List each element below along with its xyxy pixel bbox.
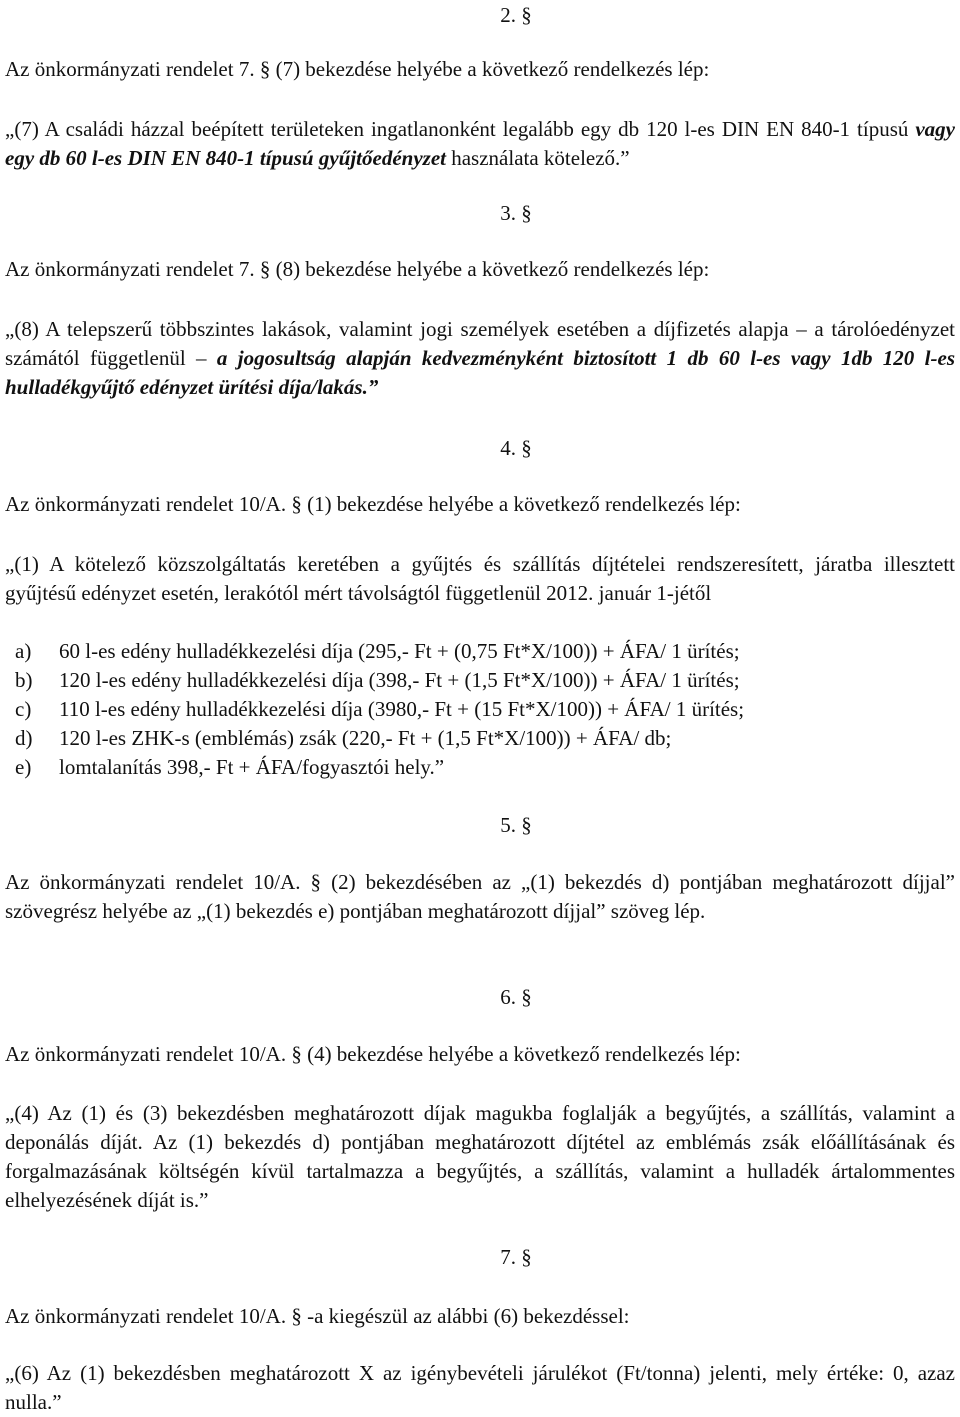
emphasized-text: vagy egy db 60 l-es DIN EN 840-1 típusú gyűjtőedényzet: [5, 117, 955, 170]
amended-paragraph: „(4) Az (1) és (3) bekezdésben meghatározott díjak magukba foglalják a begyűjtés, a szállítás, valamint a deponálás díját. Az (1) bekezdés d) pontjában meghatározott díjtétel az emblémás zsák előállításának és forgalmazásának költségén kívül tartalmazza a begyűjtés, a szállítás, valamint a hulladék ártalommentes elhelyezésének díját is.”: [5, 1101, 955, 1212]
list-item-text: 120 l-es ZHK-s (emblémás) zsák (220,- Ft + (1,5 Ft*X/100)) + ÁFA/ db;: [59, 726, 672, 750]
list-item: [5, 637, 955, 666]
section-heading: 2. §: [500, 3, 532, 27]
list-item-text: 120 l-es edény hulladékkezelési díja (398,- Ft + (1,5 Ft*X/100)) + ÁFA/ 1 ürítés;: [59, 668, 740, 692]
section-text: Az önkormányzati rendelet 10/A. § (2) bekezdésében az „(1) bekezdés d) pontjában meghatározott díjjal” szövegrész helyébe az „(1) bekezdés e) pontjában meghatározott díjjal” szöveg lép.: [5, 870, 955, 923]
list-item: [5, 753, 955, 782]
section-intro: Az önkormányzati rendelet 7. § (7) bekezdése helyébe a következő rendelkezés lép:: [5, 57, 710, 81]
section-heading: 5. §: [500, 813, 532, 837]
quote-text: használata kötelező.”: [445, 146, 630, 170]
list-marker: e): [15, 755, 32, 779]
amended-paragraph: [5, 115, 955, 173]
section-intro: Az önkormányzati rendelet 10/A. § -a kiegészül az alábbi (6) bekezdéssel:: [5, 1304, 630, 1328]
quote-text: „(8) A telepszerű többszintes lakások, valamint jogi személyek esetében a díjfizetés alapja – a tárolóedényzet számától függetlenül –: [5, 317, 955, 370]
amended-paragraph: „(1) A kötelező közszolgáltatás keretében a gyűjtés és szállítás díjtételei rendszeresített, járatba illesztett gyűjtésű edényzet esetén, lerakótól mért távolságtól függetlenül 2012. január 1-jétől: [5, 552, 955, 605]
amended-paragraph: [5, 315, 955, 402]
list-item: [5, 666, 955, 695]
list-marker: c): [15, 697, 32, 721]
section-intro: Az önkormányzati rendelet 10/A. § (4) bekezdése helyébe a következő rendelkezés lép:: [5, 1042, 741, 1066]
list-marker: b): [15, 668, 33, 692]
amended-paragraph: „(6) Az (1) bekezdésben meghatározott X az igénybevételi járulékot (Ft/tonna) jelenti, mely értéke: 0, azaz nulla.”: [5, 1361, 955, 1414]
list-item: [5, 724, 955, 753]
section-intro: Az önkormányzati rendelet 7. § (8) bekezdése helyébe a következő rendelkezés lép:: [5, 257, 710, 281]
section-heading: 7. §: [500, 1245, 532, 1269]
section-heading: 3. §: [500, 201, 532, 225]
list-marker: d): [15, 726, 33, 750]
list-item-text: lomtalanítás 398,- Ft + ÁFA/fogyasztói hely.”: [59, 755, 445, 779]
quote-text: „(7) A családi házzal beépített területeken ingatlanonként legalább egy db 120 l-es DIN EN 840-1 típusú: [5, 117, 916, 141]
list-item-text: 110 l-es edény hulladékkezelési díja (3980,- Ft + (15 Ft*X/100)) + ÁFA/ 1 ürítés;: [59, 697, 745, 721]
section-heading: 4. §: [500, 436, 532, 460]
list-item-text: 60 l-es edény hulladékkezelési díja (295,- Ft + (0,75 Ft*X/100)) + ÁFA/ 1 ürítés;: [59, 639, 740, 663]
section-heading: 6. §: [500, 985, 532, 1009]
fee-list: [5, 637, 955, 782]
list-item: [5, 695, 955, 724]
section-intro: Az önkormányzati rendelet 10/A. § (1) bekezdése helyébe a következő rendelkezés lép:: [5, 492, 741, 516]
emphasized-text: a jogosultság alapján kedvezményként biztosított 1 db 60 l-es vagy 1db 120 l-es hulladékgyűjtő edényzet ürítési díja/lakás.”: [5, 346, 956, 399]
list-marker: a): [15, 639, 32, 663]
